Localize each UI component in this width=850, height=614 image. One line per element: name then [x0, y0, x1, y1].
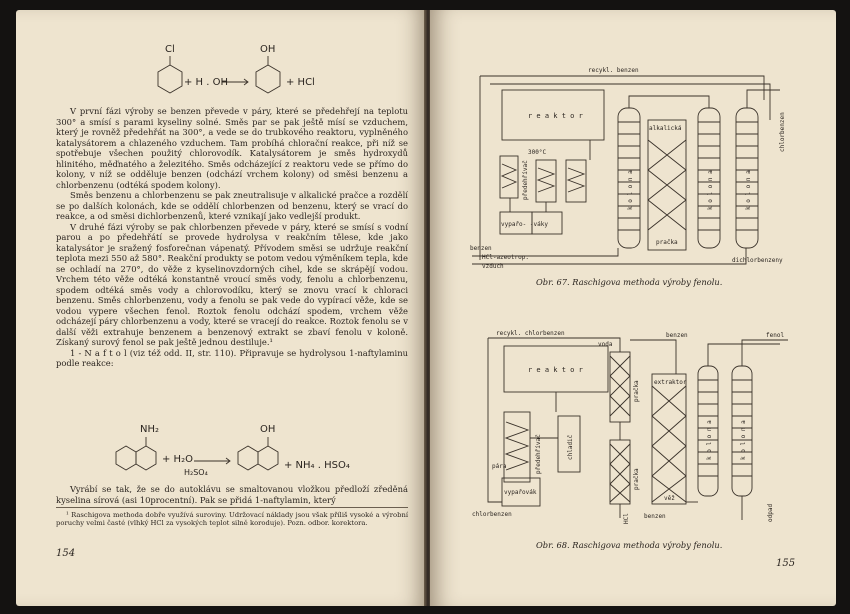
- paragraph-1: V první fázi výroby se benzen převede v páry, které se předehřejí na teplotu 300° a smísí s parami kyseliny solné. Směs par se pak ještě mísí se vzduchem, který je rovněž předehřát na 300°, a vede se do trubkového reaktoru, vyplněného katalysátorem a chlazeného vzduchem. Tam probíhá chlorační reakce, při níž se spotřebuje všechen použitý chlorovodík. Katalysátorem je směs hydroxydů hlinitého, měďnatého a železitého. Směs odcházející z reaktoru vede se přímo do kolony, v níž se odděluje benzen (odchází vrchem kolony) od směsi benzenu a chlorbenzenu (odtéká spodem kolony).: [56, 106, 408, 190]
- eq2-reactant-group: NH₂: [140, 424, 160, 435]
- fig68-label-extractor: extraktor: [654, 379, 687, 386]
- body-text-bottom: [56, 484, 408, 505]
- fig68-label-steam: pára: [492, 463, 507, 470]
- figure-67-caption: Obr. 67. Raschigova methoda výroby fenolu.: [536, 277, 723, 287]
- paragraph-2: Směs benzenu a chlorbenzenu se pak zneutralisuje v alkalické pračce a rozdělí se po dalších kolonách, kde se oddělí chlorbenzen od benzenu, který se vrací do reakce, a od směsi dichlorbenzenů, které vznikají jako vedlejší produkt.: [56, 190, 408, 221]
- fig67-label-kolona-1: k o l o n a: [627, 170, 634, 210]
- fig68-label-scrubber-1: pračka: [633, 380, 640, 402]
- fig68-label-waste: odpad: [767, 503, 774, 522]
- equation-naphthylamine-hydrolysis: [112, 428, 372, 486]
- fig68-label-water: voda: [598, 341, 613, 348]
- fig67-label-hcl-azeotrope: HCl-azeotrop.: [482, 254, 529, 261]
- eq1-byproduct: + HCl: [286, 77, 315, 88]
- left-page: [16, 10, 426, 606]
- fig68-label-recycled-chlorobenzene: recykl. chlorbenzen: [496, 330, 565, 337]
- eq2-reagent: + H₂O: [162, 454, 193, 465]
- fig67-label-reactor: r e a k t o r: [528, 112, 583, 120]
- fig67-label-scrubber: pračka: [656, 239, 678, 246]
- fig68-label-cooler: chladič: [567, 434, 574, 460]
- page-number-left: 154: [56, 548, 76, 559]
- eq2-byproduct: + NH₄ . HSO₄: [284, 460, 350, 471]
- fig68-label-hcl: HCl: [623, 513, 630, 524]
- closing-text: Vyrábí se tak, že se do autoklávu se smaltovanou vložkou předloží zředěná kyselina sírová (asi 10procentní). Pak se přidá 1-naftylamin, který: [56, 484, 408, 505]
- fig68-label-reactor: r e a k t o r: [528, 366, 583, 374]
- paragraph-3: V druhé fázi výroby se pak chlorbenzen převede v páry, které se smísí s vodní parou a po předehřátí se provede hydrolysa v reakčním tělese, kde jako katalysátor je sražený fosforečnan vápenatý. Přívodem směsi se udržuje reakční teplota mezi 550 až 580°. Reakční produkty se potom vedou výměníkem tepla, kde se ochladí na 270°, do věže z kyselinovzdorných cihel, kde se skrápějí vodou. Vrchem této věže odtéká konstantně vroucí směs vody, fenolu a chlorbenzenu, spodem odtéká směs vody a chlorovodíku, který se znovu vrací k chloraci benzenu. Směs chlorbenzenu, vody a fenolu se pak vede do vypírací věže, kde se vodou vypere všechen fenol. Roztok fenolu odchází spodem, vrchem věže odcházejí páry chlorbenzenu a vody, které se vracejí do reakce. Roztok fenolu se v další věži extrahuje benzenem a benzenový extrakt se zbaví fenolu v koloně. Získaný surový fenol se pak ještě jednou destiluje.¹: [56, 221, 408, 347]
- footnote: [56, 507, 408, 528]
- fig68-label-kolona-1: k o l o n a: [706, 420, 713, 460]
- fig67-label-preheater: předehřívač: [522, 160, 529, 200]
- fig68-label-benzene-top: benzen: [666, 332, 688, 339]
- fig68-label-phenol: fenol: [766, 332, 785, 339]
- eq2-catalyst: H₂SO₄: [184, 468, 208, 477]
- fig67-label-benzene-in: benzen: [470, 245, 492, 252]
- fig67-label-air: vzduch: [482, 263, 504, 270]
- fig67-label-dichlorobenzene: dichlorbenzeny: [732, 257, 783, 264]
- fig68-label-chlorobenzene: chlorbenzen: [472, 511, 512, 518]
- fig68-label-scrubber-2: pračka: [633, 468, 640, 490]
- body-text-top: [56, 106, 408, 369]
- fig67-label-kolona-2: k o l o n a: [707, 170, 714, 210]
- figure-67-diagram: [470, 60, 810, 270]
- fig67-label-recycled-benzene: recykl. benzen: [588, 67, 639, 74]
- page-number-right: 155: [776, 558, 796, 569]
- footnote-text: ¹ Raschigova methoda dobře využívá suroviny. Udržovací náklady jsou však příliš vysoké a výrobní poruchy velmi časté (vlhký HCl za vysokých teplot silně koroduje). Pozn. odbor. korektora.: [56, 511, 408, 528]
- eq2-product-group: OH: [260, 424, 276, 435]
- fig67-label-kolona-3: k o l o n a: [745, 170, 752, 210]
- fig68-label-vaporizer: vypařovák: [504, 489, 537, 496]
- fig68-label-preheater: předehřívač: [535, 434, 542, 474]
- equation-chlorobenzene-hydrolysis: [136, 50, 356, 110]
- eq1-product-group: OH: [260, 44, 276, 55]
- fig68-label-kolona-2: k o l o n a: [740, 420, 747, 460]
- fig67-label-alkaline: alkalická: [649, 125, 682, 132]
- figure-68-diagram: [470, 326, 815, 526]
- fig67-label-vaporizers: vypařo- -váky: [501, 221, 548, 228]
- naphthol-intro: 1 - N a f t o l (viz též odd. II, str. 110). Připravuje se hydrolysou 1-naftylaminu podle reakce:: [56, 347, 408, 368]
- right-page: [430, 10, 836, 606]
- fig67-label-temp: 300°C: [528, 149, 547, 156]
- eq1-reactant-group: Cl: [165, 44, 175, 55]
- fig68-label-benzene-bottom: benzen: [644, 513, 666, 520]
- fig68-label-tower: věž: [664, 495, 675, 502]
- fig67-label-chlorobenzene: chlorbenzen: [779, 112, 786, 152]
- eq1-reagent: + H . OH: [184, 77, 229, 88]
- figure-68-caption: Obr. 68. Raschigova methoda výroby fenolu.: [536, 540, 723, 550]
